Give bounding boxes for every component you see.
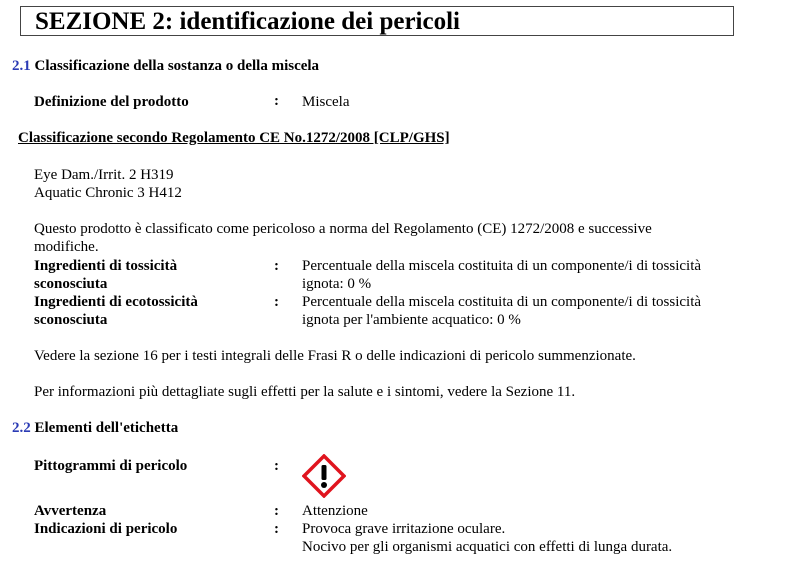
section-title-box [20, 6, 734, 36]
colon: : [274, 93, 279, 109]
signal-word-value: Attenzione [302, 503, 368, 519]
colon: : [274, 521, 279, 537]
signal-word-label: Avvertenza [34, 503, 107, 519]
colon: : [274, 458, 279, 474]
classification-line: Aquatic Chronic 3 H412 [34, 185, 182, 201]
section-2-2-title: Elementi dell'etichetta [34, 420, 179, 436]
section-2-1-number: 2.1 [12, 58, 31, 74]
section-2-1-heading [12, 58, 319, 75]
unknown-ecotoxicity-value: Percentuale della miscela costituita di un componente/i di tossicità [302, 294, 702, 310]
clp-classification-heading: Classificazione secondo Regolamento CE No.1272/2008 [CLP/GHS] [18, 130, 450, 146]
dangerous-note-line: modifiche. [34, 239, 99, 255]
unknown-toxicity-value: ignota: 0 % [302, 276, 372, 292]
section-2-1-title: Classificazione della sostanza o della miscela [34, 58, 320, 74]
unknown-toxicity-value: Percentuale della miscela costituita di un componente/i di tossicità [302, 258, 702, 274]
see-section-16-note: Vedere la sezione 16 per i testi integrali delle Frasi R o delle indicazioni di pericolo summenzionate. [34, 348, 636, 364]
colon: : [274, 294, 279, 310]
unknown-ecotoxicity-label: sconosciuta [34, 312, 108, 328]
section-title: SEZIONE 2: identificazione dei pericoli [35, 8, 460, 35]
unknown-ecotoxicity-value: ignota per l'ambiente acquatico: 0 % [302, 312, 521, 328]
unknown-toxicity-label: sconosciuta [34, 276, 108, 292]
hazard-statement: Provoca grave irritazione oculare. [302, 521, 506, 537]
product-definition-label: Definizione del prodotto [34, 94, 189, 110]
section-2-2-number: 2.2 [12, 420, 31, 436]
product-definition-value: Miscela [302, 94, 350, 110]
colon: : [274, 503, 279, 519]
hazard-statement: Nocivo per gli organismi acquatici con effetti di lunga durata. [302, 539, 673, 555]
ghs07-exclamation-mark-icon [302, 454, 346, 498]
unknown-ecotoxicity-label: Ingredienti di ecotossicità [34, 294, 198, 310]
classification-line: Eye Dam./Irrit. 2 H319 [34, 167, 174, 183]
see-section-11-note: Per informazioni più dettagliate sugli effetti per la salute e i sintomi, vedere la Sezione 11. [34, 384, 576, 400]
hazard-pictograms-label: Pittogrammi di pericolo [34, 458, 188, 474]
section-2-2-heading [12, 420, 178, 437]
unknown-toxicity-label: Ingredienti di tossicità [34, 258, 178, 274]
dangerous-note-line: Questo prodotto è classificato come pericoloso a norma del Regolamento (CE) 1272/2008 e successive [34, 221, 652, 237]
colon: : [274, 258, 279, 274]
hazard-statements-label: Indicazioni di pericolo [34, 521, 178, 537]
